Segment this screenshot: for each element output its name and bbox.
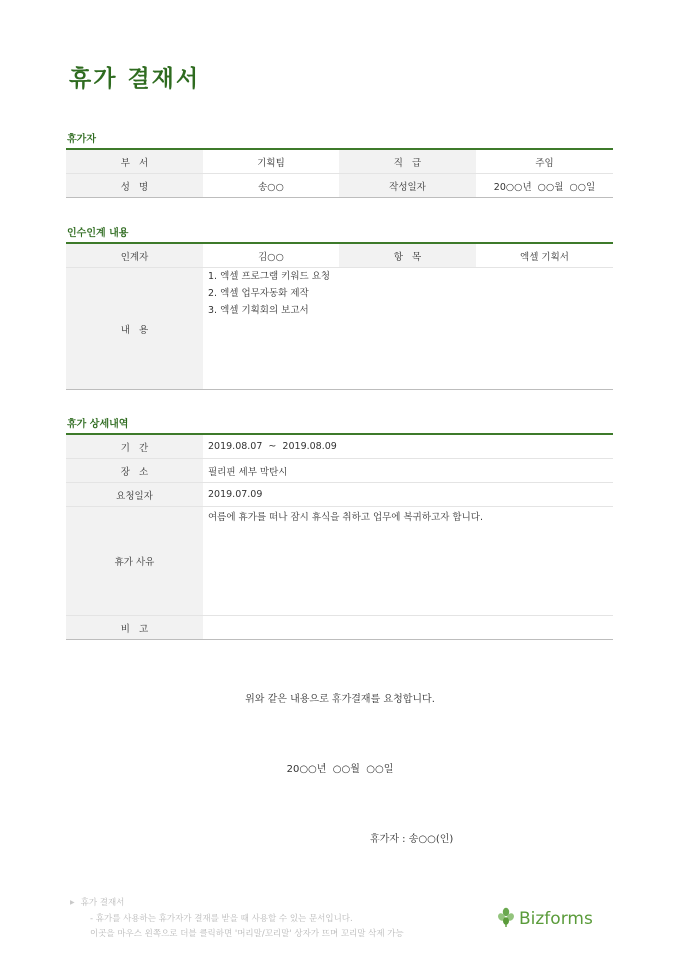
- footer-line: 이곳을 마우스 왼쪽으로 더블 클릭하면 '머리말/꼬리말' 상자가 뜨며 꼬리말 삭제 가능: [90, 929, 404, 939]
- table-row: [66, 268, 613, 390]
- page-title: 휴가 결재서: [69, 66, 201, 92]
- dept-value[interactable]: 기획팀: [203, 149, 339, 174]
- place-label: 장 소: [66, 459, 203, 483]
- applicant-table: [66, 148, 613, 198]
- item-value[interactable]: 엑셀 기획서: [476, 243, 613, 268]
- reason-value[interactable]: 여름에 휴가를 떠나 잠시 휴식을 취하고 업무에 복귀하고자 합니다.: [203, 507, 613, 616]
- table-row: [66, 616, 613, 640]
- note-label: 비 고: [66, 616, 203, 640]
- handover-table: [66, 242, 613, 390]
- period-value[interactable]: 2019.08.07 ~ 2019.08.09: [203, 434, 613, 459]
- section-title-applicant: 휴가자: [67, 134, 96, 145]
- table-row: [66, 149, 613, 174]
- rank-value[interactable]: 주임: [476, 149, 613, 174]
- place-value[interactable]: 필리핀 세부 막탄시: [203, 459, 613, 483]
- name-value[interactable]: 송○○: [203, 174, 339, 198]
- name-label: 성 명: [66, 174, 203, 198]
- triangle-bullet-icon: ▶: [70, 899, 75, 906]
- table-row: [66, 243, 613, 268]
- rank-label: 직 급: [339, 149, 476, 174]
- receiver-label: 인계자: [66, 243, 203, 268]
- receiver-value[interactable]: 김○○: [203, 243, 339, 268]
- table-row: [66, 174, 613, 198]
- footer-line: - 휴가를 사용하는 휴가자가 결재를 받을 때 사용할 수 있는 문서입니다.: [90, 913, 353, 924]
- content-line: 2. 엑셀 업무자동화 제작: [208, 288, 309, 299]
- request-date-value[interactable]: 2019.07.09: [203, 483, 613, 507]
- content-label: 내 용: [66, 268, 203, 390]
- brand-logo: [497, 907, 593, 931]
- content-line: 1. 엑셀 프로그램 키워드 요청: [208, 271, 331, 282]
- closing-statement: 위와 같은 내용으로 휴가결재를 요청합니다.: [245, 694, 435, 705]
- section-title-handover: 인수인계 내용: [67, 228, 129, 239]
- closing-date[interactable]: 20○○년 ○○월 ○○일: [286, 764, 394, 775]
- table-row: [66, 483, 613, 507]
- table-row: [66, 434, 613, 459]
- date-value[interactable]: 20○○년 ○○월 ○○일: [476, 174, 613, 198]
- section-title-details: 휴가 상세내역: [67, 419, 129, 430]
- note-value[interactable]: [203, 616, 613, 640]
- reason-label: 휴가 사유: [66, 507, 203, 616]
- table-row: [66, 507, 613, 616]
- request-date-label: 요청일자: [66, 483, 203, 507]
- period-label: 기 간: [66, 434, 203, 459]
- content-value[interactable]: [203, 268, 613, 390]
- table-row: [66, 459, 613, 483]
- dept-label: 부 서: [66, 149, 203, 174]
- footer-title: 휴가 결재서: [80, 898, 125, 908]
- content-line: 3. 엑셀 기획회의 보고서: [208, 305, 309, 316]
- item-label: 항 목: [339, 243, 476, 268]
- leaf-icon: [497, 907, 515, 931]
- date-label: 작성일자: [339, 174, 476, 198]
- brand-name: Bizforms: [519, 909, 593, 929]
- signature[interactable]: 휴가자 : 송○○(인): [370, 834, 454, 845]
- details-table: [66, 433, 613, 640]
- footer[interactable]: [70, 895, 404, 943]
